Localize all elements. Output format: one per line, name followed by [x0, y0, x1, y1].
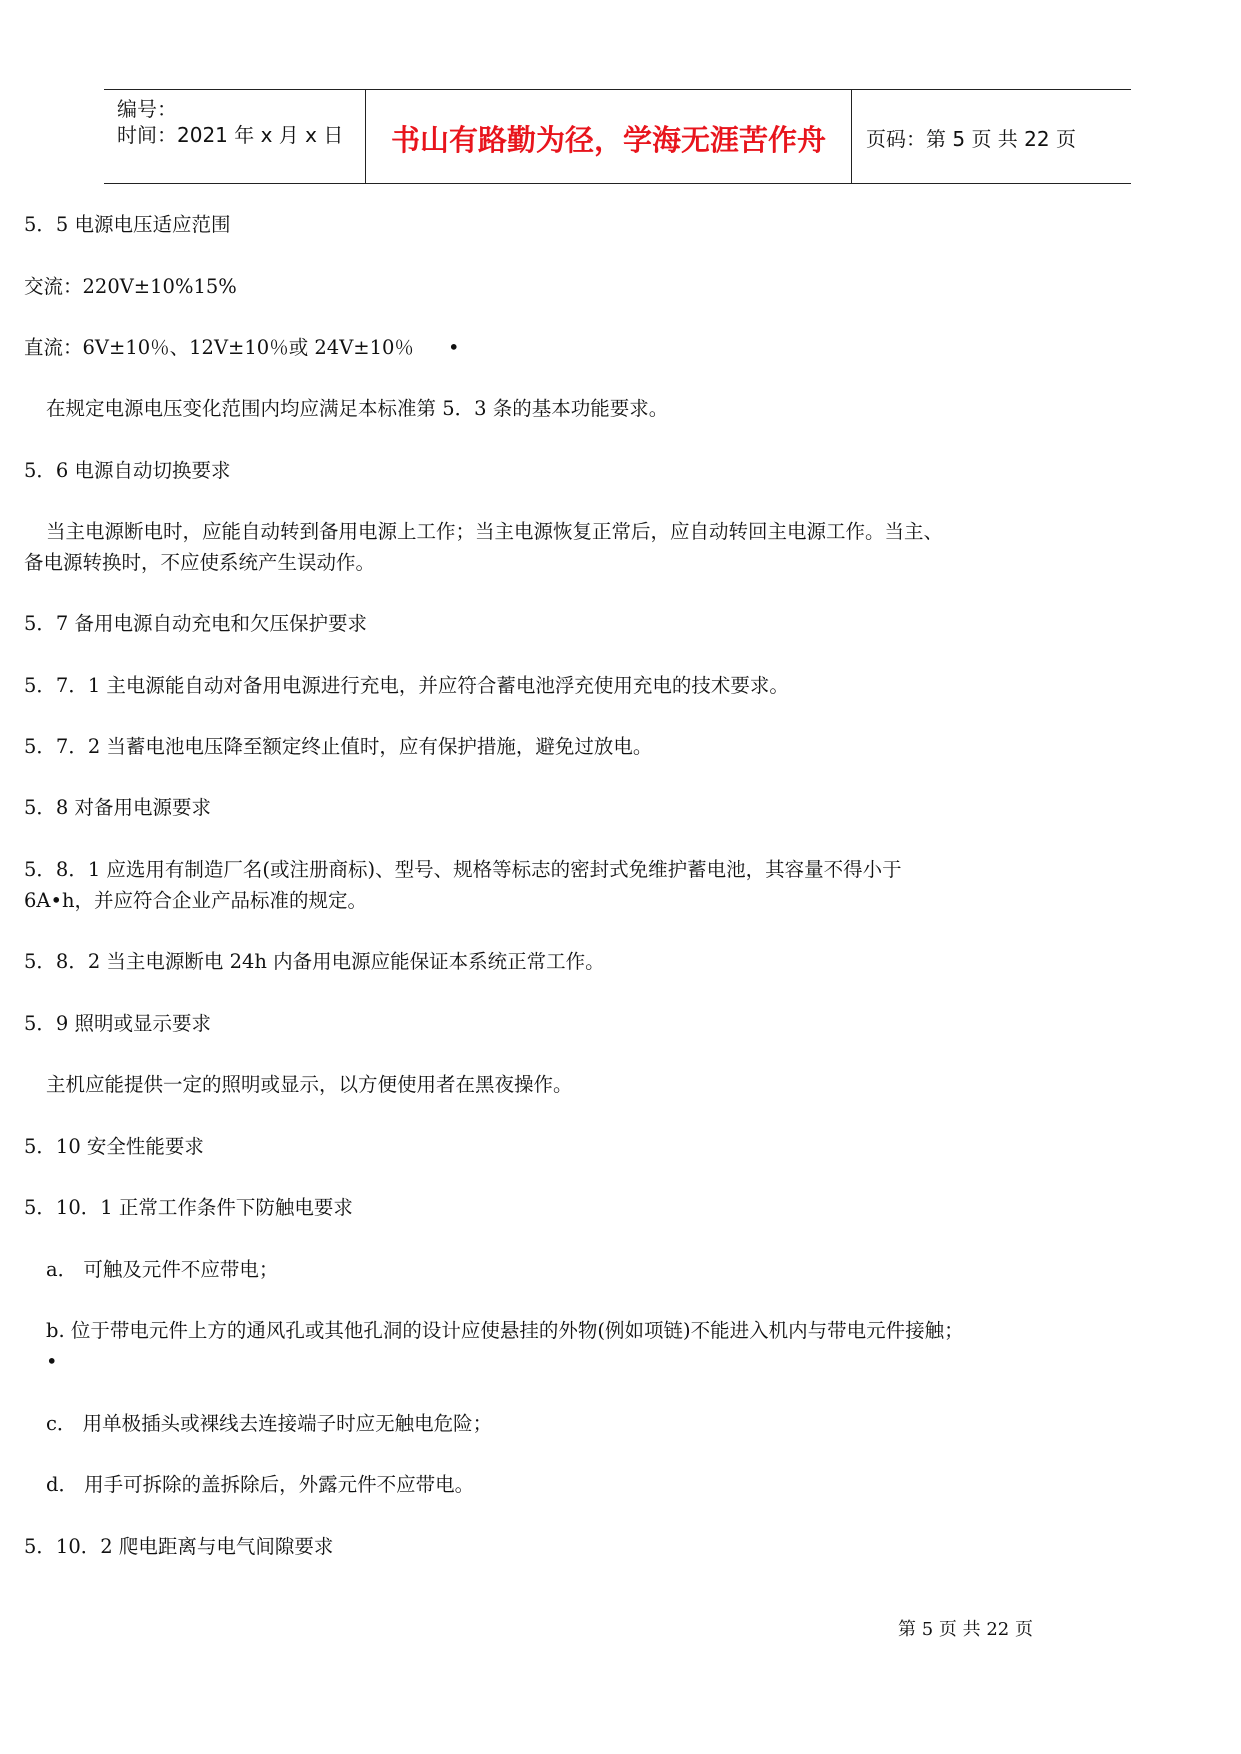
paragraph-ac-voltage: 交流：220V±10%15% — [24, 275, 237, 298]
paragraph-auto-switch-2: 备电源转换时，不应使系统产生误动作。 — [24, 551, 376, 574]
list-item-b-mark: • — [46, 1350, 58, 1373]
clause-5-10-1: 5．10．1 正常工作条件下防触电要求 — [24, 1196, 353, 1219]
dc-voltage-text: 直流：6V±10％、12V±10％或 24V±10％ — [24, 336, 414, 359]
clause-5-8-1-line1: 5．8．1 应选用有制造厂名(或注册商标)、型号、规格等标志的密封式免维护蓄电池，其容量不得小于 — [24, 858, 902, 881]
paragraph-voltage-range: 在规定电源电压变化范围内均应满足本标准第 5．3 条的基本功能要求。 — [46, 397, 669, 420]
clause-5-10-2: 5．10．2 爬电距离与电气间隙要求 — [24, 1535, 334, 1558]
list-item-c: c． 用单极插头或裸线去连接端子时应无触电危险； — [46, 1412, 493, 1435]
clause-5-7-2: 5．7．2 当蓄电池电压降至额定终止值时，应有保护措施，避免过放电。 — [24, 735, 653, 758]
header-info-cell — [104, 90, 366, 183]
list-item-b: b. 位于带电元件上方的通风孔或其他孔洞的设计应使悬挂的外物(例如项链)不能进入机内与带电元件接触； — [46, 1319, 964, 1342]
bullet-mark: • — [447, 336, 460, 359]
section-heading-5-8: 5．8 对备用电源要求 — [24, 796, 212, 819]
header-page-code: 页码：第 5 页 共 22 页 — [866, 127, 1076, 151]
paragraph-dc-voltage — [24, 332, 459, 363]
header-page-cell — [853, 90, 1131, 183]
paragraph-lighting: 主机应能提供一定的照明或显示，以方便使用者在黑夜操作。 — [46, 1073, 573, 1096]
section-heading-5-9: 5．9 照明或显示要求 — [24, 1012, 212, 1035]
paragraph-auto-switch-1: 当主电源断电时，应能自动转到备用电源上工作；当主电源恢复正常后，应自动转回主电源工作。当主、 — [46, 520, 944, 543]
clause-5-7-1: 5．7．1 主电源能自动对备用电源进行充电，并应符合蓄电池浮充使用充电的技术要求。 — [24, 674, 789, 697]
document-number-label: 编号： — [117, 97, 177, 121]
section-heading-5-5: 5．5 电源电压适应范围 — [24, 213, 231, 236]
document-time-label: 时间：2021 年 x 月 x 日 — [117, 123, 344, 147]
section-heading-5-10: 5．10 安全性能要求 — [24, 1135, 204, 1158]
list-item-a: a． 可触及元件不应带电； — [46, 1258, 279, 1281]
header-motto: 书山有路勤为径，学海无涯苦作舟 — [390, 123, 826, 157]
clause-5-8-1-line2: 6A•h，并应符合企业产品标准的规定。 — [24, 889, 368, 912]
page-header — [104, 89, 1131, 184]
list-item-d: d． 用手可拆除的盖拆除后，外露元件不应带电。 — [46, 1473, 475, 1496]
page-footer: 第 5 页 共 22 页 — [898, 1619, 1033, 1640]
section-heading-5-6: 5．6 电源自动切换要求 — [24, 459, 231, 482]
clause-5-8-2: 5．8．2 当主电源断电 24h 内备用电源应能保证本系统正常工作。 — [24, 950, 605, 973]
section-heading-5-7: 5．7 备用电源自动充电和欠压保护要求 — [24, 612, 368, 635]
header-motto-cell — [366, 90, 852, 183]
